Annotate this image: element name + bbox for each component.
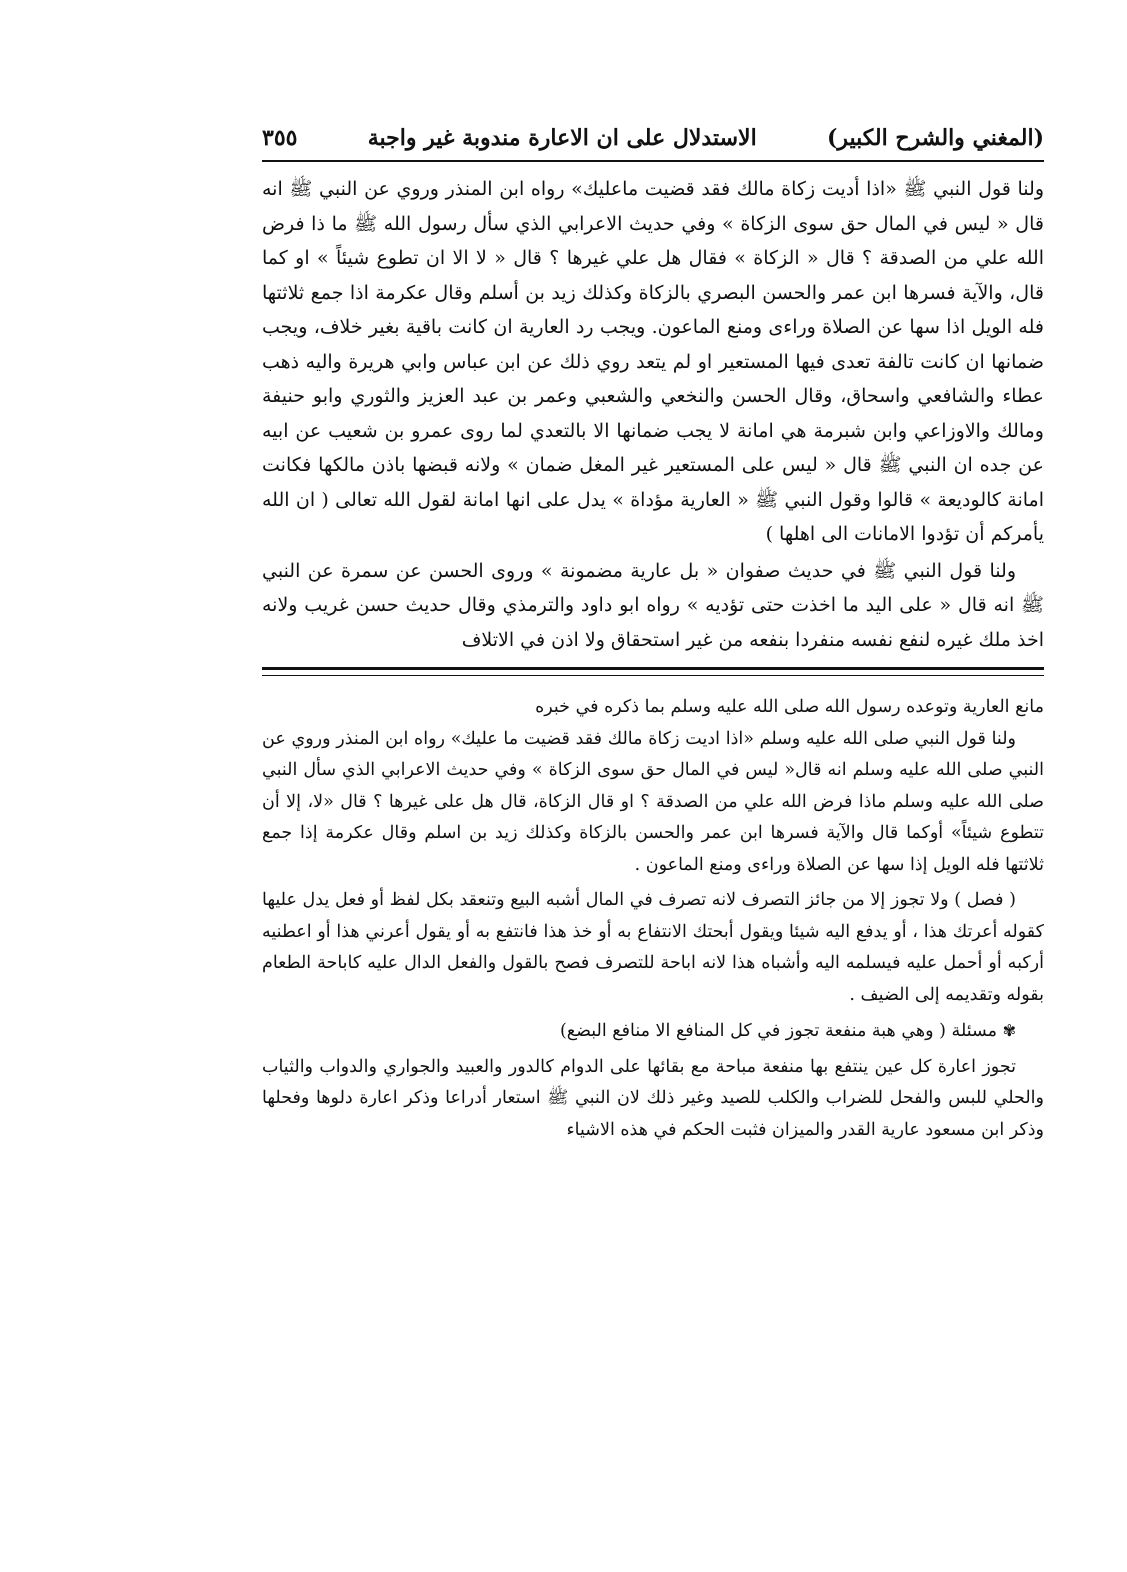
section-title: الاستدلال على ان الاعارة مندوبة غير واجبة [367,125,757,151]
header-rule [262,160,1044,162]
commentary-paragraph: ولنا قول النبي صلى الله عليه وسلم «اذا اديت زكاة مالك فقد قضيت ما عليك» رواه ابن المنذر وروي عن النبي صلى الله عليه وسلم انه قال« ليس في المال حق سوى الزكاة » وفي حديث الاعرابي الذي سأل النبي صلى الله عليه وسلم ماذا فرض الله علي من الصدقة ؟ او قال الزكاة، قال هل على غيرها ؟ قال «لا، إلا أن تتطوع شيئاً» أوكما قال والآية فسرها ابن عمر والحسن بالزكاة وكذلك زيد بن اسلم وقال عكرمة إذا جمع ثلاثتها فله الويل إذا سها عن الصلاة وراءى ومنع الماعون . [262,728,1044,875]
commentary-paragraph: ( فصل ) ولا تجوز إلا من جائز التصرف لانه تصرف في المال أشبه البيع وتنعقد بكل لفظ أو فعل يدل عليها كقوله أعرتك هذا ، أو يدفع اليه شيئا ويقول أبحتك الانتفاع به أو خذ هذا فانتفع به أو يقول أعرني هذا أو اعطنيه أركبه أو أحمل عليه فيسلمه اليه وأشباه هذا لانه اباحة للتصرف فصح بالقول والفعل الدال عليه كاباحة الطعام بقوله وتقديمه إلى الضيف . [262,890,1044,1005]
page-number: ٣٥٥ [262,125,298,151]
commentary-text [262,692,1044,1146]
double-rule-separator [262,667,1044,676]
flower-ornament-icon: ✾ [1002,1021,1016,1040]
main-paragraph: ولنا قول النبي ﷺ في حديث صفوان « بل عارية مضمونة » وروى الحسن عن سمرة عن النبي ﷺ انه قال « على اليد ما اخذت حتى تؤديه » رواه ابو داود والترمذي وقال حديث حسن غريب ولانه اخذ ملك غيره لنفع نفسه منفردا بنفعه من غير استحقاق ولا اذن في الاتلاف [262,559,1044,651]
running-header [262,120,1044,156]
book-title: (المغني والشرح الكبير) [826,125,1044,151]
masala-heading-text: مسئلة ( وهي هبة منفعة تجوز في كل المنافع الا منافع البضع) [559,1021,998,1041]
commentary-paragraph: مانع العارية وتوعده رسول الله صلى الله عليه وسلم بما ذكره في خبره [535,697,1044,717]
commentary-paragraph: تجوز اعارة كل عين ينتفع بها منفعة مباحة مع بقائها على الدوام كالدور والعبيد والجواري والدواب والثياب والحلي للبس والفحل للضراب والكلب للصيد وغير ذلك لان النبي ﷺ استعار أدراعا وذكر اعارة دلوها وفحلها وذكر ابن مسعود عارية القدر والميزان فثبت الحكم في هذه الاشياء [262,1056,1044,1140]
masala-heading [262,1015,1044,1048]
main-text [262,172,1044,657]
book-page [262,120,1044,1146]
main-paragraph: ولنا قول النبي ﷺ «اذا أديت زكاة مالك فقد قضيت ماعليك» رواه ابن المنذر وروي عن النبي ﷺ انه قال « ليس في المال حق سوى الزكاة » وفي حديث الاعرابي الذي سأل رسول الله ﷺ ما ذا فرض الله علي من الصدقة ؟ قال « الزكاة » فقال هل علي غيرها ؟ قال « لا الا ان تطوع شيئاً » او كما قال، والآية فسرها ابن عمر والحسن البصري بالزكاة وكذلك زيد بن أسلم وقال عكرمة اذا جمع ثلاثتها فله الويل اذا سها عن الصلاة وراءى ومنع الماعون. ويجب رد العارية ان كانت باقية بغير خلاف، ويجب ضمانها ان كانت تالفة تعدى فيها المستعير او لم يتعد روي ذلك عن ابن عباس وابي هريرة واليه ذهب عطاء والشافعي واسحاق، وقال الحسن والنخعي والشعبي وعمر بن عبد العزيز والثوري وابو حنيفة ومالك والاوزاعي وابن شبرمة هي امانة لا يجب ضمانها الا بالتعدي لما روى عمرو بن شعيب عن ابيه عن جده ان النبي ﷺ قال « ليس على المستعير غير المغل ضمان » ولانه قبضها باذن مالكها فكانت امانة كالوديعة » قالوا وقول النبي ﷺ « العارية مؤداة » يدل على انها امانة لقول الله تعالى ( ان الله يأمركم أن تؤدوا الامانات الى اهلها ) [262,178,1045,545]
